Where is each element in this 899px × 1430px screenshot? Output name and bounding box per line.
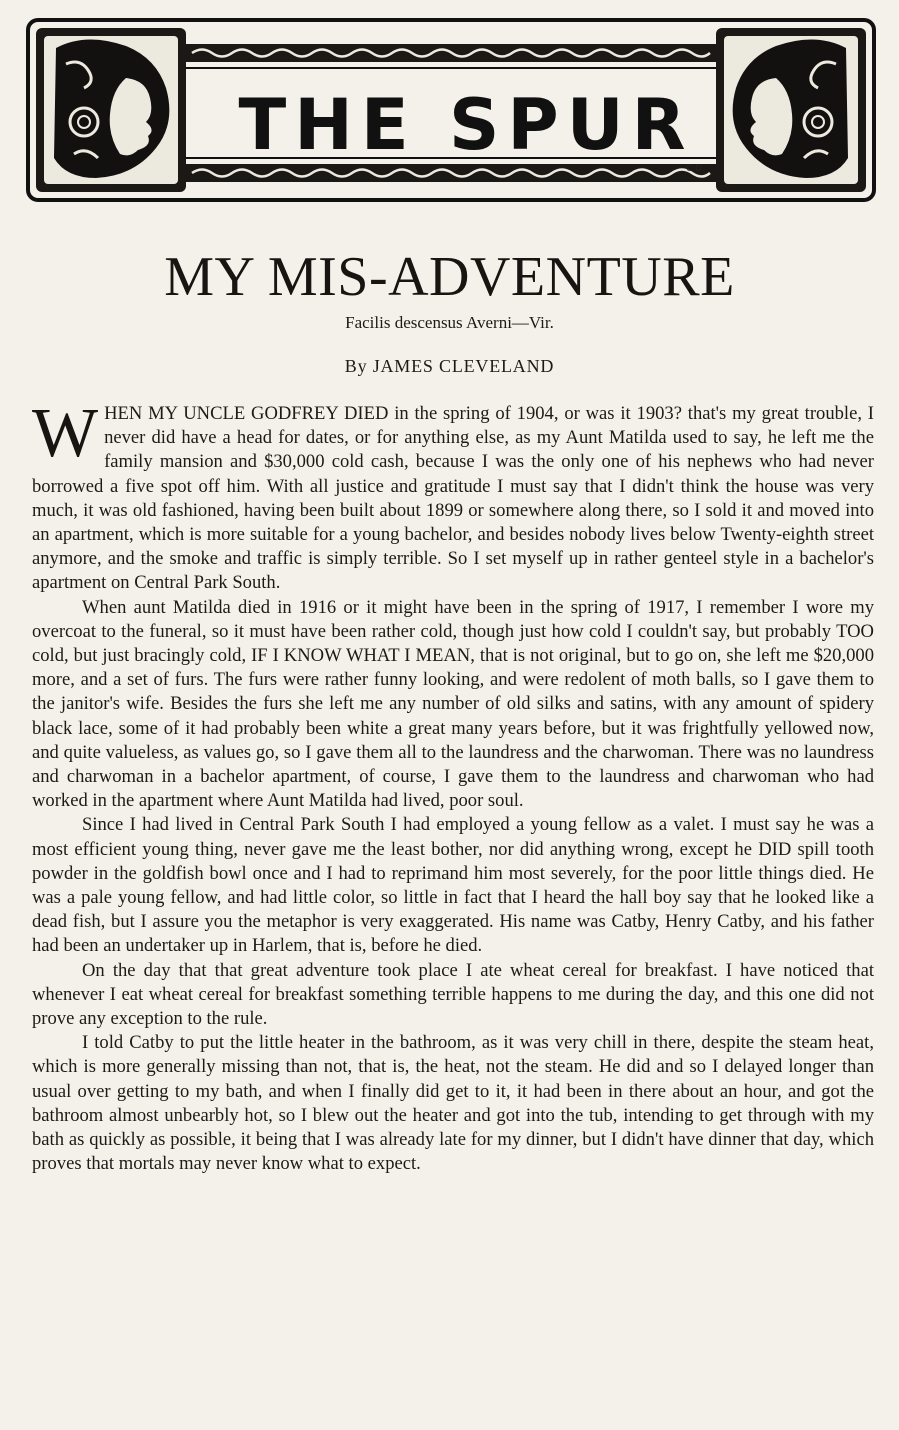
masthead-banner [26,18,876,202]
paragraph: Since I had lived in Central Park South I had employed a young fellow as a valet. I must say he was a most efficient young thing, never gave me the least bother, nor did anything wrong, except he DID spill tooth powder in the goldfish bowl once and I had to reprimand him most severely, for the poor little things died. He was a pale young fellow, and had little color, so little in fact that I heard the hall boy say that he looked like a dead fish, but I assure you the metaphor is very exaggerated. His name was Catby, Henry Catby, and his father had been an undertaker up in Harlem, that is, before he died. [32,814,874,957]
paragraph: I told Catby to put the little heater in the bathroom, as it was very chill in there, despite the steam heat, which is more generally missing than not, that is, the heat, not the steam. He did and so I delayed longer than usual over getting to my bath, and when I finally did get to it, it had been in there about an hour, and got the bathroom almost unbearbly hot, so I blew out the heater and got into the tub, intending to get through with my bath as quickly as possible, it being that I was already late for my dinner, but I didn't have dinner that day, which proves that mortals may never know what to expect. [32,1032,874,1175]
artist-initials: C.D. [686,164,705,174]
drop-cap: W [32,395,99,472]
article-body [32,395,874,1177]
paragraph: On the day that that great adventure took place I ate wheat cereal for breakfast. I have noticed that whenever I eat wheat cereal for breakfast something terrible happens to me during the day, and this one did not prove any exception to the rule. [32,959,874,1030]
paragraph: When aunt Matilda died in 1916 or it might have been in the spring of 1917, I remember I wore my overcoat to the funeral, so it must have been rather cold, though just how cold I couldn't say, but probably TOO cold, but just bracingly cold, IF I KNOW WHAT I MEAN, that is not original, but to go on, she left me $20,000 more, and a set of furs. The furs were rather funny looking, and were redolent of moth balls, so I gave them to the janitor's wife. Besides the furs she left me any number of old silks and satins, with any amount of spidery black lace, some of it had probably been white a great many years before, but it was frightfully yellowed now, and quite valueless, as values go, so I gave them all to the laundress and the charwoman. There was no laundress and charwoman in a bachelor apartment, of course, I gave them to the laundress and charwoman who had worked in the apartment where Aunt Matilda had lived, poor soul. [32,596,874,812]
paragraph-text: HEN MY UNCLE GODFREY DIED in the spring of 1904, or was it 1903? that's my great trouble, I never did have a head for dates, or for anything else, as my Aunt Matilda used to say, he left me the family mansion and $30,000 cold cash, because I was the only one of his nephews who had never borrowed a five spot off him. With all justice and gratitude I must say that I didn't think the house was very much, it was old fashioned, having been built about 1899 or somewhere along there, so I sold it and moved into an apartment, which is more suitable for a young bachelor, and besides nobody lives below Twenty-eighth street anymore, and the smoke and traffic is simply terrible. So I set myself up in rather genteel style in a bachelor's apartment on Central Park South. [32,403,874,594]
byline: By JAMES CLEVELAND [344,356,555,376]
article-title: MY MIS-ADVENTURE [164,246,735,308]
paragraph [32,395,874,596]
epigraph: Facilis descensus Averni—Vir. [345,313,554,332]
masthead-title: THE SPUR [238,84,694,166]
